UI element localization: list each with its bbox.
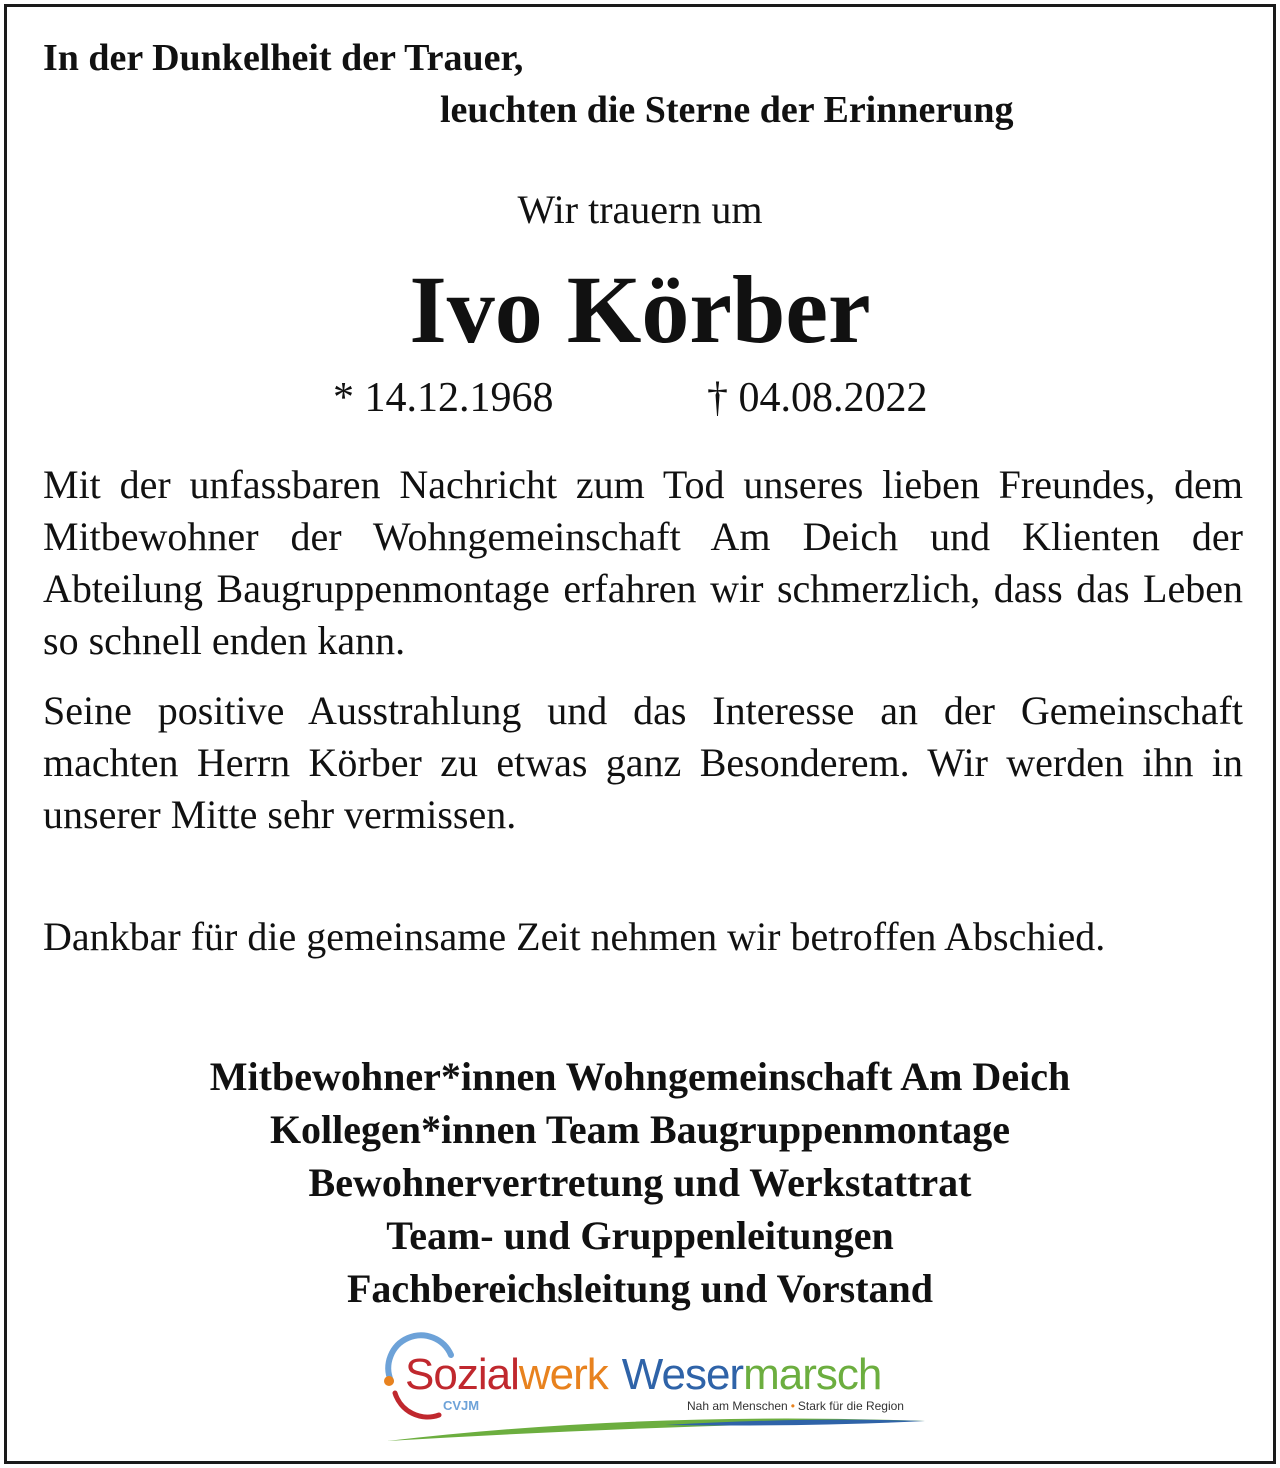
intro-text: Wir trauern um (517, 187, 763, 232)
paragraph-3: Dankbar für die gemeinsame Zeit nehmen wir betroffen Abschied. (43, 914, 1106, 959)
paragraph-1: Mit der unfassbaren Nachricht zum Tod unseres lieben Freundes, dem Mitbewohner der Wohngemeinschaft Am Deich und Klienten der Abteilung Baugruppenmontage erfahren wir schmerzlich, dass das Leben so schnell enden kann. (43, 462, 1243, 663)
signer-line: Team- und Gruppenleitungen (386, 1213, 894, 1258)
logo-tagline-part-2: Stark für die Region (797, 1399, 904, 1413)
logo-word-sozial: Sozial (405, 1350, 519, 1399)
paragraph-2: Seine positive Ausstrahlung und das Interesse an der Gemeinschaft machten Herrn Körber zu etwas ganz Besonderem. Wir werden ihn in unserer Mitte sehr vermissen. (43, 688, 1243, 837)
logo-word-weser: Weser (621, 1350, 744, 1399)
signers-list (7, 1050, 1273, 1315)
motto-line-1: In der Dunkelheit der Trauer, (43, 37, 524, 79)
signer-line: Bewohnervertretung und Werkstattrat (308, 1160, 972, 1205)
logo-word-marsch: marsch (743, 1350, 882, 1399)
signer-line: Kollegen*innen Team Baugruppenmontage (269, 1107, 1011, 1152)
logo-wordmark (405, 1350, 881, 1399)
deceased-name: Ivo Körber (409, 256, 871, 363)
logo-graphic (365, 1329, 955, 1447)
death-date: † 04.08.2022 (707, 375, 928, 421)
signer-line: Mitbewohner*innen Wohngemeinschaft Am Deich (209, 1054, 1071, 1099)
logo-tagline-part-1: Nah am Menschen (687, 1399, 788, 1413)
logo-dot (384, 1376, 394, 1386)
logo-tagline: Nah am Menschen • Stark für die Region (687, 1399, 904, 1413)
logo-cvjm: CVJM (443, 1398, 480, 1413)
logo-word-werk: werk (518, 1350, 608, 1399)
signer-line: Fachbereichsleitung und Vorstand (346, 1266, 934, 1311)
motto-line-2: leuchten die Sterne der Erinnerung (440, 89, 1014, 131)
obituary-card (4, 4, 1276, 1464)
sozialwerk-logo (365, 1329, 955, 1447)
birth-date: * 14.12.1968 (333, 375, 554, 421)
